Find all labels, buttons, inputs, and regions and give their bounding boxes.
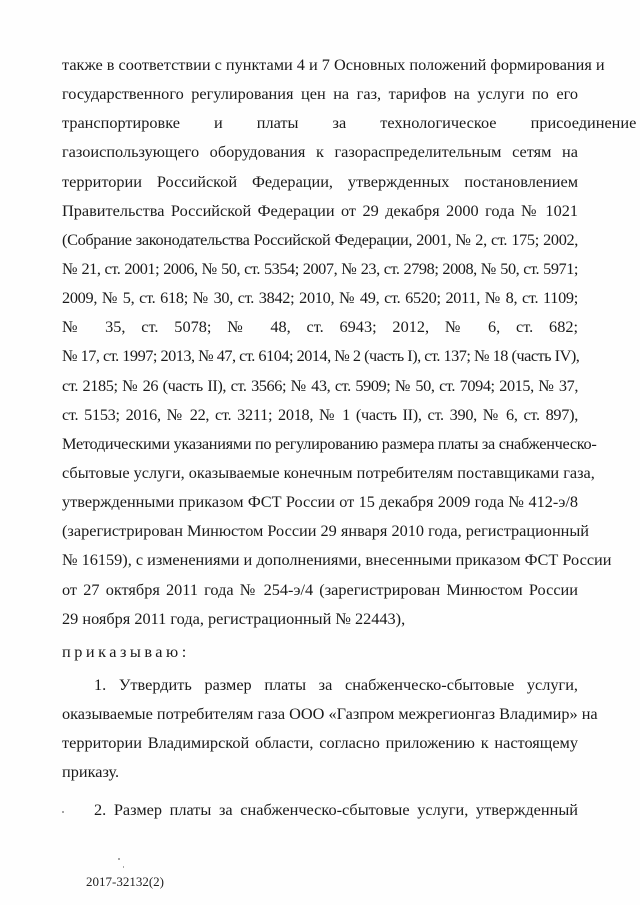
- text-line: приказу.: [62, 762, 120, 782]
- text-line: также в соответствии с пунктами 4 и 7 Основных положений формирования и: [62, 55, 605, 74]
- text-line: № 21, ст. 2001; 2006, № 50, ст. 5354; 2007, № 23, ст. 2798; 2008, № 50, ст. 5971;: [62, 258, 578, 278]
- text-line: газоиспользующего оборудования к газораспределительным сетям на: [62, 142, 578, 162]
- text-line: № 35, ст. 5078; № 48, ст. 6943; 2012, № 6, ст. 682;: [62, 317, 578, 337]
- text-line: ст. 2185; № 26 (часть II), ст. 3566; № 43, ст. 5909; № 50, ст. 7094; 2015, № 37,: [62, 375, 578, 395]
- document-code: 2017-32132(2): [86, 874, 164, 889]
- document-body: [62, 50, 637, 824]
- text-line: 2. Размер платы за снабженческо-сбытовые услуги, утвержденный: [94, 799, 578, 819]
- text-line: государственного регулирования цен на газ, тарифов на услуги по его: [62, 84, 578, 104]
- scan-speck: [118, 858, 120, 860]
- text-line: № 17, ст. 1997; 2013, № 47, ст. 6104; 2014, № 2 (часть I), ст. 137; № 18 (часть IV),: [62, 346, 580, 366]
- scan-speck: [62, 811, 64, 813]
- text-line: территории Владимирской области, согласно приложению к настоящему: [62, 733, 578, 753]
- text-line: сбытовые услуги, оказываемые конечным потребителям поставщиками газа,: [62, 462, 595, 482]
- text-line: 29 ноября 2011 года, регистрационный № 22443),: [62, 608, 406, 628]
- text-line: территории Российской Федерации, утвержденных постановлением: [62, 171, 578, 191]
- text-line: Методическими указаниями по регулированию размера платы за снабженческо-: [62, 433, 597, 453]
- order-item-2: [62, 795, 578, 824]
- text-line: 2009, № 5, ст. 618; № 30, ст. 3842; 2010, № 49, ст. 6520; 2011, № 8, ст. 1109;: [62, 288, 578, 308]
- text-line: транспортировке и платы за технологическое присоединение: [62, 113, 637, 133]
- paragraph-preamble: [62, 50, 637, 633]
- text-line: Правительства Российской Федерации от 29 декабря 2000 года № 1021: [62, 200, 578, 220]
- text-line: № 16159), с изменениями и дополнениями, внесенными приказом ФСТ России: [62, 550, 612, 570]
- text-line: (зарегистрирован Минюстом России 29 января 2010 года, регистрационный: [62, 521, 590, 541]
- text-line: утвержденными приказом ФСТ России от 15 декабря 2009 года № 412-э/8: [62, 492, 578, 512]
- text-line: 1. Утвердить размер платы за снабженческо-сбытовые услуги,: [94, 674, 578, 694]
- order-item-1: [62, 670, 598, 787]
- text-line: от 27 октября 2011 года № 254-э/4 (зарегистрирован Минюстом России: [62, 579, 578, 599]
- order-word: приказываю:: [62, 641, 190, 661]
- text-line: оказываемые потребителям газа ООО «Газпром межрегионгаз Владимир» на: [62, 704, 598, 724]
- text-line: (Собрание законодательства Российской Федерации, 2001, № 2, ст. 175; 2002,: [62, 229, 578, 249]
- scan-speck: [123, 866, 124, 868]
- text-line: ст. 5153; 2016, № 22, ст. 3211; 2018, № 1 (часть II), ст. 390, № 6, ст. 897),: [62, 404, 578, 424]
